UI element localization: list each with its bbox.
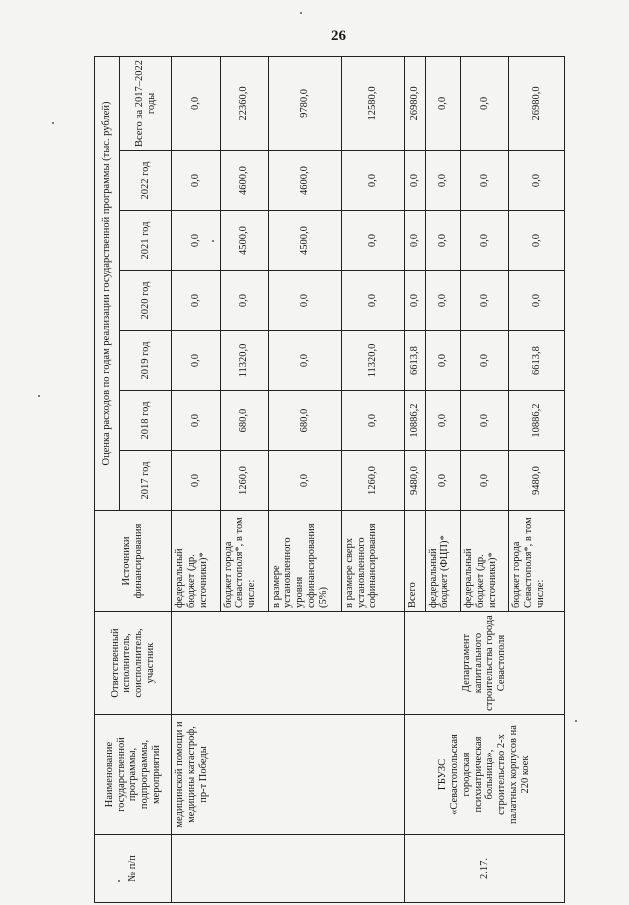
value-cell: 0,0 bbox=[425, 271, 461, 331]
value-cell: 0,0 bbox=[509, 271, 565, 331]
value-cell: 6613,8 bbox=[509, 331, 565, 391]
value-cell: 0,0 bbox=[172, 56, 220, 150]
value-cell: 0,0 bbox=[404, 271, 425, 331]
value-cell: 0,0 bbox=[341, 211, 404, 271]
value-cell: 0,0 bbox=[461, 211, 509, 271]
source-cell: бюджет города Севастополя*, в том числе: bbox=[509, 511, 565, 612]
header-2022: 2022 год bbox=[120, 151, 172, 211]
rotated-table-container bbox=[94, 57, 565, 903]
responsible-executor: Департамент капитального строительства города Севастополя bbox=[404, 612, 564, 715]
header-2019: 2019 год bbox=[120, 331, 172, 391]
value-cell: 4500,0 bbox=[268, 211, 341, 271]
value-cell: 0,0 bbox=[172, 271, 220, 331]
value-cell: 0,0 bbox=[461, 56, 509, 150]
row-num-empty bbox=[172, 835, 404, 903]
value-cell: 0,0 bbox=[425, 451, 461, 511]
value-cell: 6613,8 bbox=[404, 331, 425, 391]
value-cell: 0,0 bbox=[461, 451, 509, 511]
value-cell: 4500,0 bbox=[220, 211, 268, 271]
responsible-empty bbox=[172, 612, 404, 715]
value-cell: 0,0 bbox=[268, 331, 341, 391]
source-cell: в размере сверх установленного софинансирования bbox=[341, 511, 404, 612]
value-cell: 11320,0 bbox=[220, 331, 268, 391]
header-num: № п/п bbox=[95, 835, 172, 903]
source-cell: федеральный бюджет (др. источники)* bbox=[172, 511, 220, 612]
value-cell: 680,0 bbox=[268, 391, 341, 451]
value-cell: 0,0 bbox=[341, 391, 404, 451]
value-cell: 0,0 bbox=[509, 151, 565, 211]
value-cell: 0,0 bbox=[425, 151, 461, 211]
source-cell: бюджет города Севастополя*, в том числе: bbox=[220, 511, 268, 612]
value-cell: 0,0 bbox=[404, 151, 425, 211]
budget-table bbox=[94, 56, 565, 903]
value-cell: 0,0 bbox=[461, 391, 509, 451]
value-cell: 1260,0 bbox=[341, 451, 404, 511]
value-cell: 0,0 bbox=[172, 391, 220, 451]
value-cell: 680,0 bbox=[220, 391, 268, 451]
value-cell: 0,0 bbox=[425, 331, 461, 391]
measure-name: медицинской помощи и медицины катастроф, пр-т Победы bbox=[172, 715, 404, 835]
header-estimate: Оценка расходов по годам реализации государственной программы (тыс. рублей) bbox=[95, 56, 120, 510]
source-cell: федеральный бюджет (др. источники)* bbox=[461, 511, 509, 612]
value-cell: 10886,2 bbox=[404, 391, 425, 451]
value-cell: 1260,0 bbox=[220, 451, 268, 511]
value-cell: 9480,0 bbox=[404, 451, 425, 511]
value-cell: 0,0 bbox=[172, 451, 220, 511]
value-cell: 0,0 bbox=[425, 211, 461, 271]
header-name: Наименование государственной программы, подпрограммы, мероприятий bbox=[95, 715, 172, 835]
header-source: Источники финансирования bbox=[95, 511, 172, 612]
value-cell: 0,0 bbox=[220, 271, 268, 331]
header-responsible: Ответственный исполнитель, соисполнитель, участник bbox=[95, 612, 172, 715]
value-cell: 0,0 bbox=[172, 331, 220, 391]
value-cell: 26980,0 bbox=[404, 56, 425, 150]
value-cell: 10886,2 bbox=[509, 391, 565, 451]
source-cell: в размере установленного уровня софинансирования (5%) bbox=[268, 511, 341, 612]
value-cell: 9780,0 bbox=[268, 56, 341, 150]
measure-name: ГБУЗС «Севастопольская городская психиатрическая больница», строительство 2-х палатных корпусов на 220 коек bbox=[404, 715, 564, 835]
header-2021: 2021 год bbox=[120, 211, 172, 271]
value-cell: 0,0 bbox=[172, 151, 220, 211]
header-2018: 2018 год bbox=[120, 391, 172, 451]
value-cell: 0,0 bbox=[509, 211, 565, 271]
value-cell: 0,0 bbox=[268, 271, 341, 331]
page-number: 26 bbox=[331, 28, 346, 44]
source-cell: Всего bbox=[404, 511, 425, 612]
row-number: 2.17. bbox=[404, 835, 564, 903]
value-cell: 0,0 bbox=[341, 151, 404, 211]
value-cell: 0,0 bbox=[425, 56, 461, 150]
header-2017: 2017 год bbox=[120, 451, 172, 511]
value-cell: 26980,0 bbox=[509, 56, 565, 150]
value-cell: 0,0 bbox=[461, 151, 509, 211]
value-cell: 0,0 bbox=[461, 271, 509, 331]
value-cell: 22360,0 bbox=[220, 56, 268, 150]
value-cell: 0,0 bbox=[341, 271, 404, 331]
value-cell: 0,0 bbox=[404, 211, 425, 271]
value-cell: 11320,0 bbox=[341, 331, 404, 391]
source-cell: федеральный бюджет (ФЦП)* bbox=[425, 511, 461, 612]
value-cell: 0,0 bbox=[268, 451, 341, 511]
value-cell: 0,0 bbox=[425, 391, 461, 451]
value-cell: 4600,0 bbox=[220, 151, 268, 211]
value-cell: 0,0 bbox=[172, 211, 220, 271]
header-total: Всего за 2017–2022 годы bbox=[120, 56, 172, 150]
value-cell: 0,0 bbox=[461, 331, 509, 391]
header-2020: 2020 год bbox=[120, 271, 172, 331]
value-cell: 12580,0 bbox=[341, 56, 404, 150]
value-cell: 4600,0 bbox=[268, 151, 341, 211]
value-cell: 9480,0 bbox=[509, 451, 565, 511]
